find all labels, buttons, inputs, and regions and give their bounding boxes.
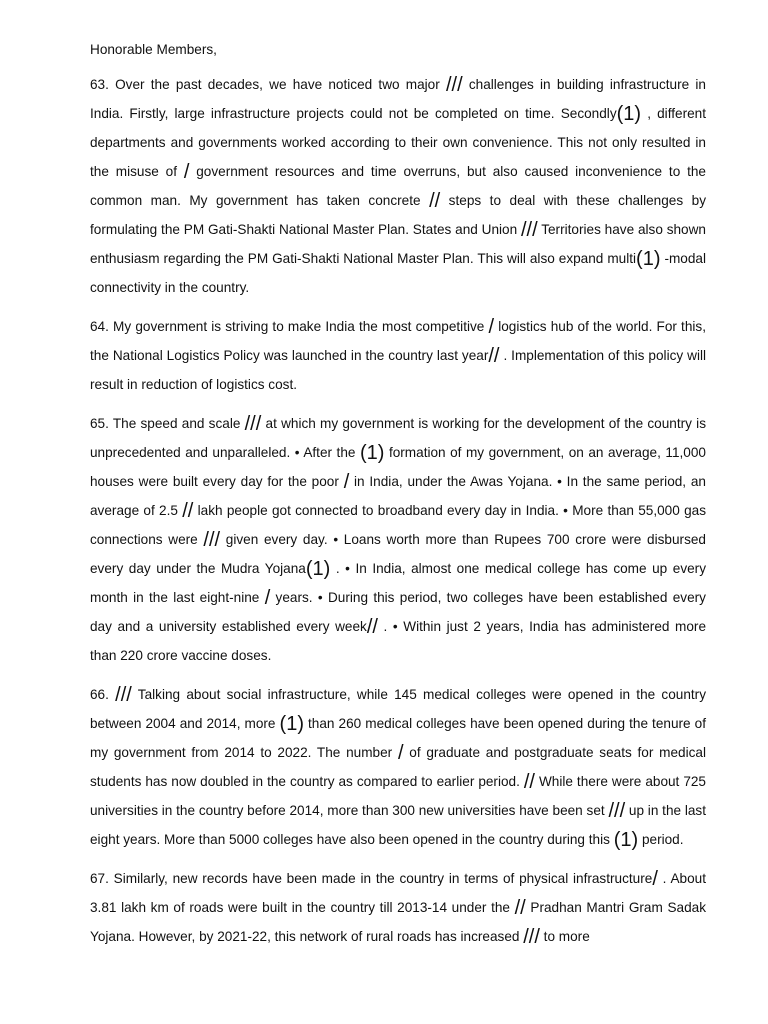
paragraph-text: . Implementation of this policy will result in reduction of logistics cost. bbox=[90, 348, 707, 392]
paragraph-text: than 260 medical colleges have been opened during the tenure of my government from 2014 to 2022. The number bbox=[90, 716, 706, 760]
annotation-mark: // bbox=[523, 771, 535, 793]
paragraph-65 bbox=[90, 409, 706, 670]
paragraph-text: in India, under the Awas Yojana. • In the same period, an average of 2.5 bbox=[90, 474, 706, 518]
paragraph-text: . • In India, almost one medical college has come up every month in the last eight-nine bbox=[90, 561, 706, 605]
paragraph-text: years. • During this period, two colleges have been established every day and a university established every week bbox=[90, 590, 706, 634]
annotation-mark: / bbox=[343, 471, 350, 493]
annotation-mark: /// bbox=[523, 926, 540, 948]
paragraph-text: logistics hub of the world. For this, the National Logistics Policy was launched in the country last year bbox=[90, 319, 706, 363]
annotation-mark: / bbox=[652, 868, 658, 890]
annotation-mark: (1) bbox=[279, 713, 304, 735]
paragraph-text: up in the last eight years. More than 5000 colleges have also been opened in the country during this bbox=[90, 803, 707, 847]
annotation-mark: /// bbox=[203, 529, 221, 551]
paragraph-text: steps to deal with these challenges by formulating the PM Gati-Shakti National Master Plan. States and Union bbox=[90, 193, 706, 237]
paragraph-text: government resources and time overruns, but also caused inconvenience to the common man. My government has taken concrete bbox=[90, 164, 706, 208]
paragraph-text: Territories have also shown enthusiasm regarding the PM Gati-Shakti National Master Plan. This will also expand multi bbox=[90, 222, 706, 266]
paragraph-text: . About 3.81 lakh km of roads were built in the country till 2013-14 under the bbox=[90, 871, 707, 915]
annotation-mark: // bbox=[182, 500, 194, 522]
annotation-mark: /// bbox=[608, 800, 626, 822]
annotation-mark: // bbox=[429, 190, 441, 212]
paragraph-text: Talking about social infrastructure, while 145 medical colleges were opened in the country between 2004 and 2014, more bbox=[90, 687, 706, 731]
paragraph-64 bbox=[90, 312, 706, 399]
annotation-mark: (1) bbox=[636, 248, 661, 270]
annotation-mark: / bbox=[397, 742, 404, 764]
paragraph-text: -modal connectivity in the country. bbox=[90, 251, 707, 295]
paragraph-text: challenges in building infrastructure in India. Firstly, large infrastructure projects could not be completed on time. Secondly bbox=[90, 77, 706, 121]
paragraph-text: 66. bbox=[90, 687, 116, 702]
paragraph-66 bbox=[90, 680, 706, 854]
annotation-mark: (1) bbox=[613, 829, 639, 851]
paragraph-text: While there were about 725 universities in the country before 2014, more than 300 new universities have been set bbox=[90, 774, 706, 818]
annotation-mark: (1) bbox=[616, 103, 642, 125]
paragraph-text: formation of my government, on an average, 11,000 houses were built every day for the poor bbox=[90, 445, 706, 489]
salutation: Honorable Members, bbox=[90, 42, 217, 57]
annotation-mark: / bbox=[183, 161, 190, 183]
paragraph-text: 65. The speed and scale bbox=[90, 416, 245, 431]
paragraph-text: given every day. • Loans worth more than Rupees 700 crore were disbursed every day under the Mudra Yojana bbox=[90, 532, 706, 576]
paragraph-text: Pradhan Mantri Gram Sadak Yojana. However, by 2021-22, this network of rural roads has increased bbox=[90, 900, 706, 944]
paragraph-text: at which my government is working for the development of the country is unprecedented and unparalleled. • After the bbox=[90, 416, 707, 460]
paragraph-text: . • Within just 2 years, India has administered more than 220 crore vaccine doses. bbox=[90, 619, 707, 663]
annotation-mark: (1) bbox=[359, 442, 385, 464]
document-page bbox=[90, 38, 706, 961]
annotation-mark: (1) bbox=[305, 558, 331, 580]
paragraph-text: , different departments and governments worked according to their own convenience. This not only resulted in the misuse of bbox=[90, 106, 706, 179]
paragraph-67 bbox=[90, 864, 706, 951]
annotation-mark: / bbox=[264, 587, 271, 609]
paragraph-text: 64. My government is striving to make India the most competitive bbox=[90, 319, 489, 334]
annotation-mark: /// bbox=[445, 74, 463, 96]
annotation-mark: /// bbox=[115, 684, 132, 706]
paragraph-text: period. bbox=[638, 832, 684, 847]
annotation-mark: /// bbox=[244, 413, 262, 435]
paragraphs bbox=[90, 70, 706, 951]
paragraph-text: of graduate and postgraduate seats for medical students has now doubled in the country as compared to earlier period. bbox=[90, 745, 706, 789]
paragraph-text: 67. Similarly, new records have been made in the country in terms of physical infrastructure bbox=[90, 871, 653, 886]
annotation-mark: // bbox=[366, 616, 378, 638]
paragraph-63 bbox=[90, 70, 706, 302]
annotation-mark: // bbox=[488, 345, 500, 367]
paragraph-text: to more bbox=[539, 929, 590, 944]
annotation-mark: / bbox=[488, 316, 495, 338]
annotation-mark: /// bbox=[520, 219, 538, 241]
annotation-mark: // bbox=[514, 897, 526, 919]
paragraph-text: lakh people got connected to broadband every day in India. • More than 55,000 gas connections were bbox=[90, 503, 706, 547]
paragraph-text: 63. Over the past decades, we have noticed two major bbox=[90, 77, 446, 92]
